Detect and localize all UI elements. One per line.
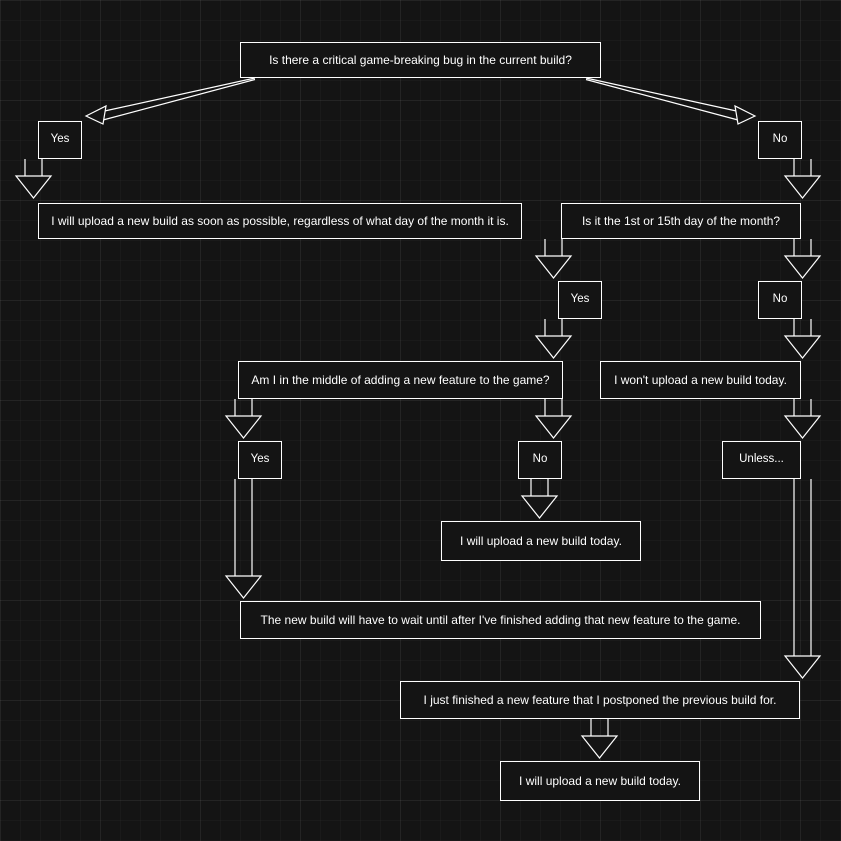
arrowhead-no-qday bbox=[785, 176, 820, 198]
node-upload-today-2[interactable] bbox=[500, 761, 700, 801]
node-label-unless[interactable] bbox=[722, 441, 801, 479]
node-label: I just finished a new feature that I postponed the previous build for. bbox=[423, 692, 777, 707]
node-label: I will upload a new build today. bbox=[460, 533, 622, 548]
node-label: I will upload a new build today. bbox=[519, 773, 681, 788]
edge-nofeature-uploadtoday bbox=[531, 479, 548, 496]
node-just-finished-feature[interactable] bbox=[400, 681, 800, 719]
node-label: Yes bbox=[570, 293, 590, 306]
node-question-adding-feature[interactable] bbox=[238, 361, 563, 399]
arrowhead-yesday-qfeature bbox=[536, 336, 571, 358]
node-label: No bbox=[532, 453, 548, 466]
node-label: Am I in the middle of adding a new feature to the game? bbox=[251, 372, 550, 387]
edge-yes-upload-asap bbox=[25, 159, 42, 176]
node-no-upload-today[interactable] bbox=[600, 361, 801, 399]
arrowhead-bug-no bbox=[735, 106, 755, 124]
node-label: I will upload a new build as soon as possible, regardless of what day of the month it is. bbox=[51, 213, 509, 228]
node-label: Is it the 1st or 15th day of the month? bbox=[581, 213, 781, 228]
edge-noday-noupload bbox=[794, 319, 811, 336]
node-label: I won't upload a new build today. bbox=[614, 372, 787, 387]
arrowhead-bug-yes bbox=[86, 106, 106, 124]
arrowhead-yes-upload-asap bbox=[16, 176, 51, 198]
node-label-no-bug[interactable] bbox=[758, 121, 802, 159]
arrowhead-noday-noupload bbox=[785, 336, 820, 358]
node-label: No bbox=[772, 133, 788, 146]
node-upload-today[interactable] bbox=[441, 521, 641, 561]
node-label-no-feature[interactable] bbox=[518, 441, 562, 479]
node-label: No bbox=[772, 293, 788, 306]
node-label-no-day[interactable] bbox=[758, 281, 802, 319]
node-question-day-of-month[interactable] bbox=[561, 203, 801, 239]
arrowhead-noupload-unless bbox=[785, 416, 820, 438]
node-label: Is there a critical game-breaking bug in the current build? bbox=[269, 52, 572, 67]
edge-yesfeature-wait bbox=[235, 479, 252, 576]
edge-no-qday bbox=[794, 159, 811, 176]
edge-noupload-unless bbox=[794, 399, 811, 416]
node-label-yes-feature[interactable] bbox=[238, 441, 282, 479]
node-build-must-wait[interactable] bbox=[240, 601, 761, 639]
node-question-critical-bug[interactable] bbox=[240, 42, 601, 78]
node-label: Yes bbox=[250, 453, 270, 466]
edge-unless-finished bbox=[794, 479, 811, 656]
edge-bug-yes bbox=[100, 78, 255, 120]
node-label: Unless... bbox=[739, 453, 784, 466]
arrowhead-qday-yes bbox=[536, 256, 571, 278]
arrowhead-qday-no bbox=[785, 256, 820, 278]
node-label-yes-bug[interactable] bbox=[38, 121, 82, 159]
edge-qday-yes bbox=[545, 239, 562, 256]
arrowhead-yesfeature-wait bbox=[226, 576, 261, 598]
arrowhead-qfeature-no bbox=[536, 416, 571, 438]
edge-qfeature-no bbox=[545, 399, 562, 416]
edge-qday-no bbox=[794, 239, 811, 256]
node-label-yes-day[interactable] bbox=[558, 281, 602, 319]
arrowhead-qfeature-yes bbox=[226, 416, 261, 438]
node-label: Yes bbox=[50, 133, 70, 146]
arrowhead-finished-uploadtoday2 bbox=[582, 736, 617, 758]
arrowhead-unless-finished bbox=[785, 656, 820, 678]
edge-qfeature-yes bbox=[235, 399, 252, 416]
edge-finished-uploadtoday2 bbox=[591, 719, 608, 736]
node-label: The new build will have to wait until after I've finished adding that new feature to the game. bbox=[260, 612, 741, 627]
edge-bug-no bbox=[586, 78, 741, 120]
edge-yesday-qfeature bbox=[545, 319, 562, 336]
arrowhead-nofeature-uploadtoday bbox=[522, 496, 557, 518]
node-upload-asap[interactable] bbox=[38, 203, 522, 239]
